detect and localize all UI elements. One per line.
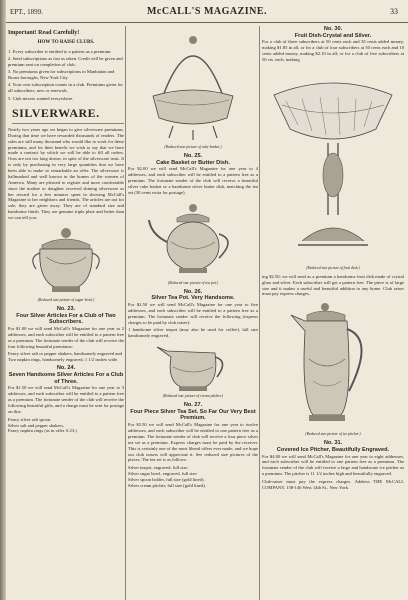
list-item: Fancy napkin rings (as in offer A 23.) [8,428,77,434]
sugar-bowl-caption: (Reduced size picture of sugar bowl.) [37,297,95,302]
rule-item: 5. Club mixers wanted everywhere. [8,95,74,101]
rule-item: 4. Your own subscription counts in a club. Premiums given for all subscribers, new or renewals. [8,82,123,94]
list-item: Fancy silver salt or pepper shakers, handsomely engraved and [8,351,122,357]
no30-text: For a club of three subscribers at 50 cents each and 35 cents added money, making $1.85 in all; or for a club of four subscribers at 50 cents each and 10 cents added money, making $2.10 in all; or for a club of five subscribers at 50 cts. each, making [262,39,404,63]
page-gutter [0,0,6,600]
silverware-heading: SILVERWARE. [12,106,124,124]
no24-items [8,417,124,435]
no31-number: No. 31. [323,440,343,447]
how-to-heading: HOW TO RAISE CLUBS. [37,40,95,46]
rule-item: 3. No premiums given for subscriptions in Manhattan and Bronx boroughs, New York City. [8,69,115,81]
no23-number: No. 23. [56,305,76,312]
fruit-dish-illustration [268,65,398,265]
no23-text: For $1.00 we will send McCall's Magazine for one year to 2 addresses, and each subscriber will be entitled to a pattern free as a premium. The fortunate sender of the club will receive the four following beautiful premiums: [8,325,124,349]
no31-text: For $4.00 we will send McCall's Magazine for one year to eight addresses, and each subscriber will be entitled to one pattern free as a premium. The fortunate sender of the club will receive a large and handsome ice pitcher as a premium. The pitcher is 11 1/2 inches high and beautifully engraved. [262,453,404,477]
no26-text: For $2.50 we will send McCall's Magazine for one year to five addresses, and each subscriber will be entitled to a pattern free as a premium. The fortunate sender will receive the following (express charges to be paid by club raiser): [128,301,258,325]
list-item: Silver sugar bowl, engraved, full size. [128,471,198,477]
no27-number: No. 27. [183,402,203,409]
no27-title: Four Piece Silver Tea Set. So Far Our Very Best Premium. [130,408,256,422]
no26-title: Silver Tea Pot. Very Handsome. [151,295,235,302]
no24-number: No. 24. [56,365,76,372]
list-item: Fancy silver salt spoon, [8,416,52,422]
column-divider-2 [259,26,260,600]
notice-heading: Important! Read Carefully! [8,30,80,36]
teapot-caption: (Reduced size picture of tea pot.) [167,280,219,285]
cake-basket-caption: (Reduced size picture of cake basket.) [164,145,222,149]
club-rules-list [8,49,124,102]
teapot-illustration [147,198,239,280]
no31-title: Covered Ice Pitcher, Beautifully Engraved. [276,446,390,453]
no23-items [8,351,124,363]
rule-item: 2. Send subscriptions as fast as taken. Credit will be given and premium sent on completion of club. [8,55,123,67]
no31-text-2: Club-raiser must pay the express charges. Address THE McCALL COMPANY, 138-146 West 14th St., New York. [262,479,404,490]
ice-pitcher-caption: (Reduced size picture of ice pitcher.) [305,432,361,437]
column-right [262,26,404,600]
page-number: 33 [390,7,398,16]
cream-pitcher-caption: (Reduced size picture of cream pitcher.) [162,394,224,399]
header-rule [6,22,408,23]
column-divider-1 [125,26,126,600]
no24-text: For $1.50 we will send McCall's Magazine for one year to 3 addresses, and each subscriber will be entitled to a pattern free as a premium. The fortunate sender of the club will receive the following beautiful gifts, and a charge must be sent for postage on this: [8,385,124,414]
sugar-bowl-illustration [24,223,108,297]
no26-number: No. 26. [183,288,203,295]
list-item: Silver teapot, engraved, full size. [128,465,189,471]
no26-text-2: 1 handsome silver teapot (may also be used for coffee), full size handsomely engraved. [128,327,258,339]
no25-text: For $2.00 we will send McCall's Magazine for one year to 4 addresses, and each subscriber will be entitled to a pattern free as a premium. The fortunate sender of the club will receive a beautiful silver cake basket or a handsome silver butter dish, matching the tea set (30 cents extra for postage). [128,166,258,195]
list-item: Silver cream pitcher, full size (gold lined). [128,482,206,488]
cream-pitcher-illustration [153,341,233,393]
no30-title: Fruit Dish-Crystal and Silver. [294,32,372,39]
column-left [8,26,124,600]
magazine-title: McCALL'S MAGAZINE. [146,6,268,17]
list-item: Two napkin rings, handsomely engraved, 1 1/2 inches wide. [8,357,119,363]
no23-title: Four Silver Articles For a Club of Two Subscribers. [16,312,116,326]
rule-item: 1. Every subscriber is entitled to a pattern as a premium. [8,48,112,54]
column-middle [128,26,258,600]
no25-number: No. 25. [183,152,203,159]
no27-items [128,465,258,489]
no24-title: Seven Handsome Silver Articles For a Club of Three. [8,371,124,385]
no27-text: For $5.50 we will send McCall's Magazine for one year to twelve addresses, and each subscriber will be entitled to one pattern free as a premium. The fortunate sender of club will receive a four piece silver tea set as a premium. Express charges must be paid by the receiver. This is certainly one of the most liberal offers ever made, and we hope our club raisers will appreciate it. See reduced size pictures of the pieces. The tea set is as follows: [128,422,258,463]
list-item: Silver spoon holder, full size (gold lined). [128,477,205,482]
no30-text-2: ing $2.50; we will send as a premium a handsome fruit dish made of crystal glass and silver. Each subscriber will get a pattern free. The piece is of large size and it makes a useful and beautiful addition to any home. Club raiser must pay express charges. [262,273,404,297]
header-date: EPT., 1899. [10,8,43,16]
no30-number: No. 30. [323,26,343,32]
list-item: Silver salt and pepper shakers, [8,422,65,428]
silverware-text: Nearly two years ago we began to give silverware premiums. During that time we have rewarded thousands of readers. The sales are still many thousand who would like to work for these premiums, and for their benefit we wish to say that we have made a contract by which we will be able to fill all orders. Ours are not too long drawn, in spite of the silverware trust. It is only by purchasing in very large quantities that we have been able to make so remarkable an offer. The silverware is hallmarked and well known in the homes of the women of America. Many are pleased to register and more comfortable since the mother or daughter received shining silverware as her reward for a few minutes spent in showing McCall's Magazine to her neighbors and friends. The articles are not for sale, they are given away. They are of standard size and handsome finish. They are genuine triple plate and better than we can tell you. [8,126,124,221]
ice-pitcher-illustration [283,299,383,431]
no25-title: Cake Basket or Butter Dish. [156,159,230,166]
cake-basket-illustration [143,26,243,144]
fruit-dish-caption: (Reduced size picture of fruit dish.) [306,265,360,270]
